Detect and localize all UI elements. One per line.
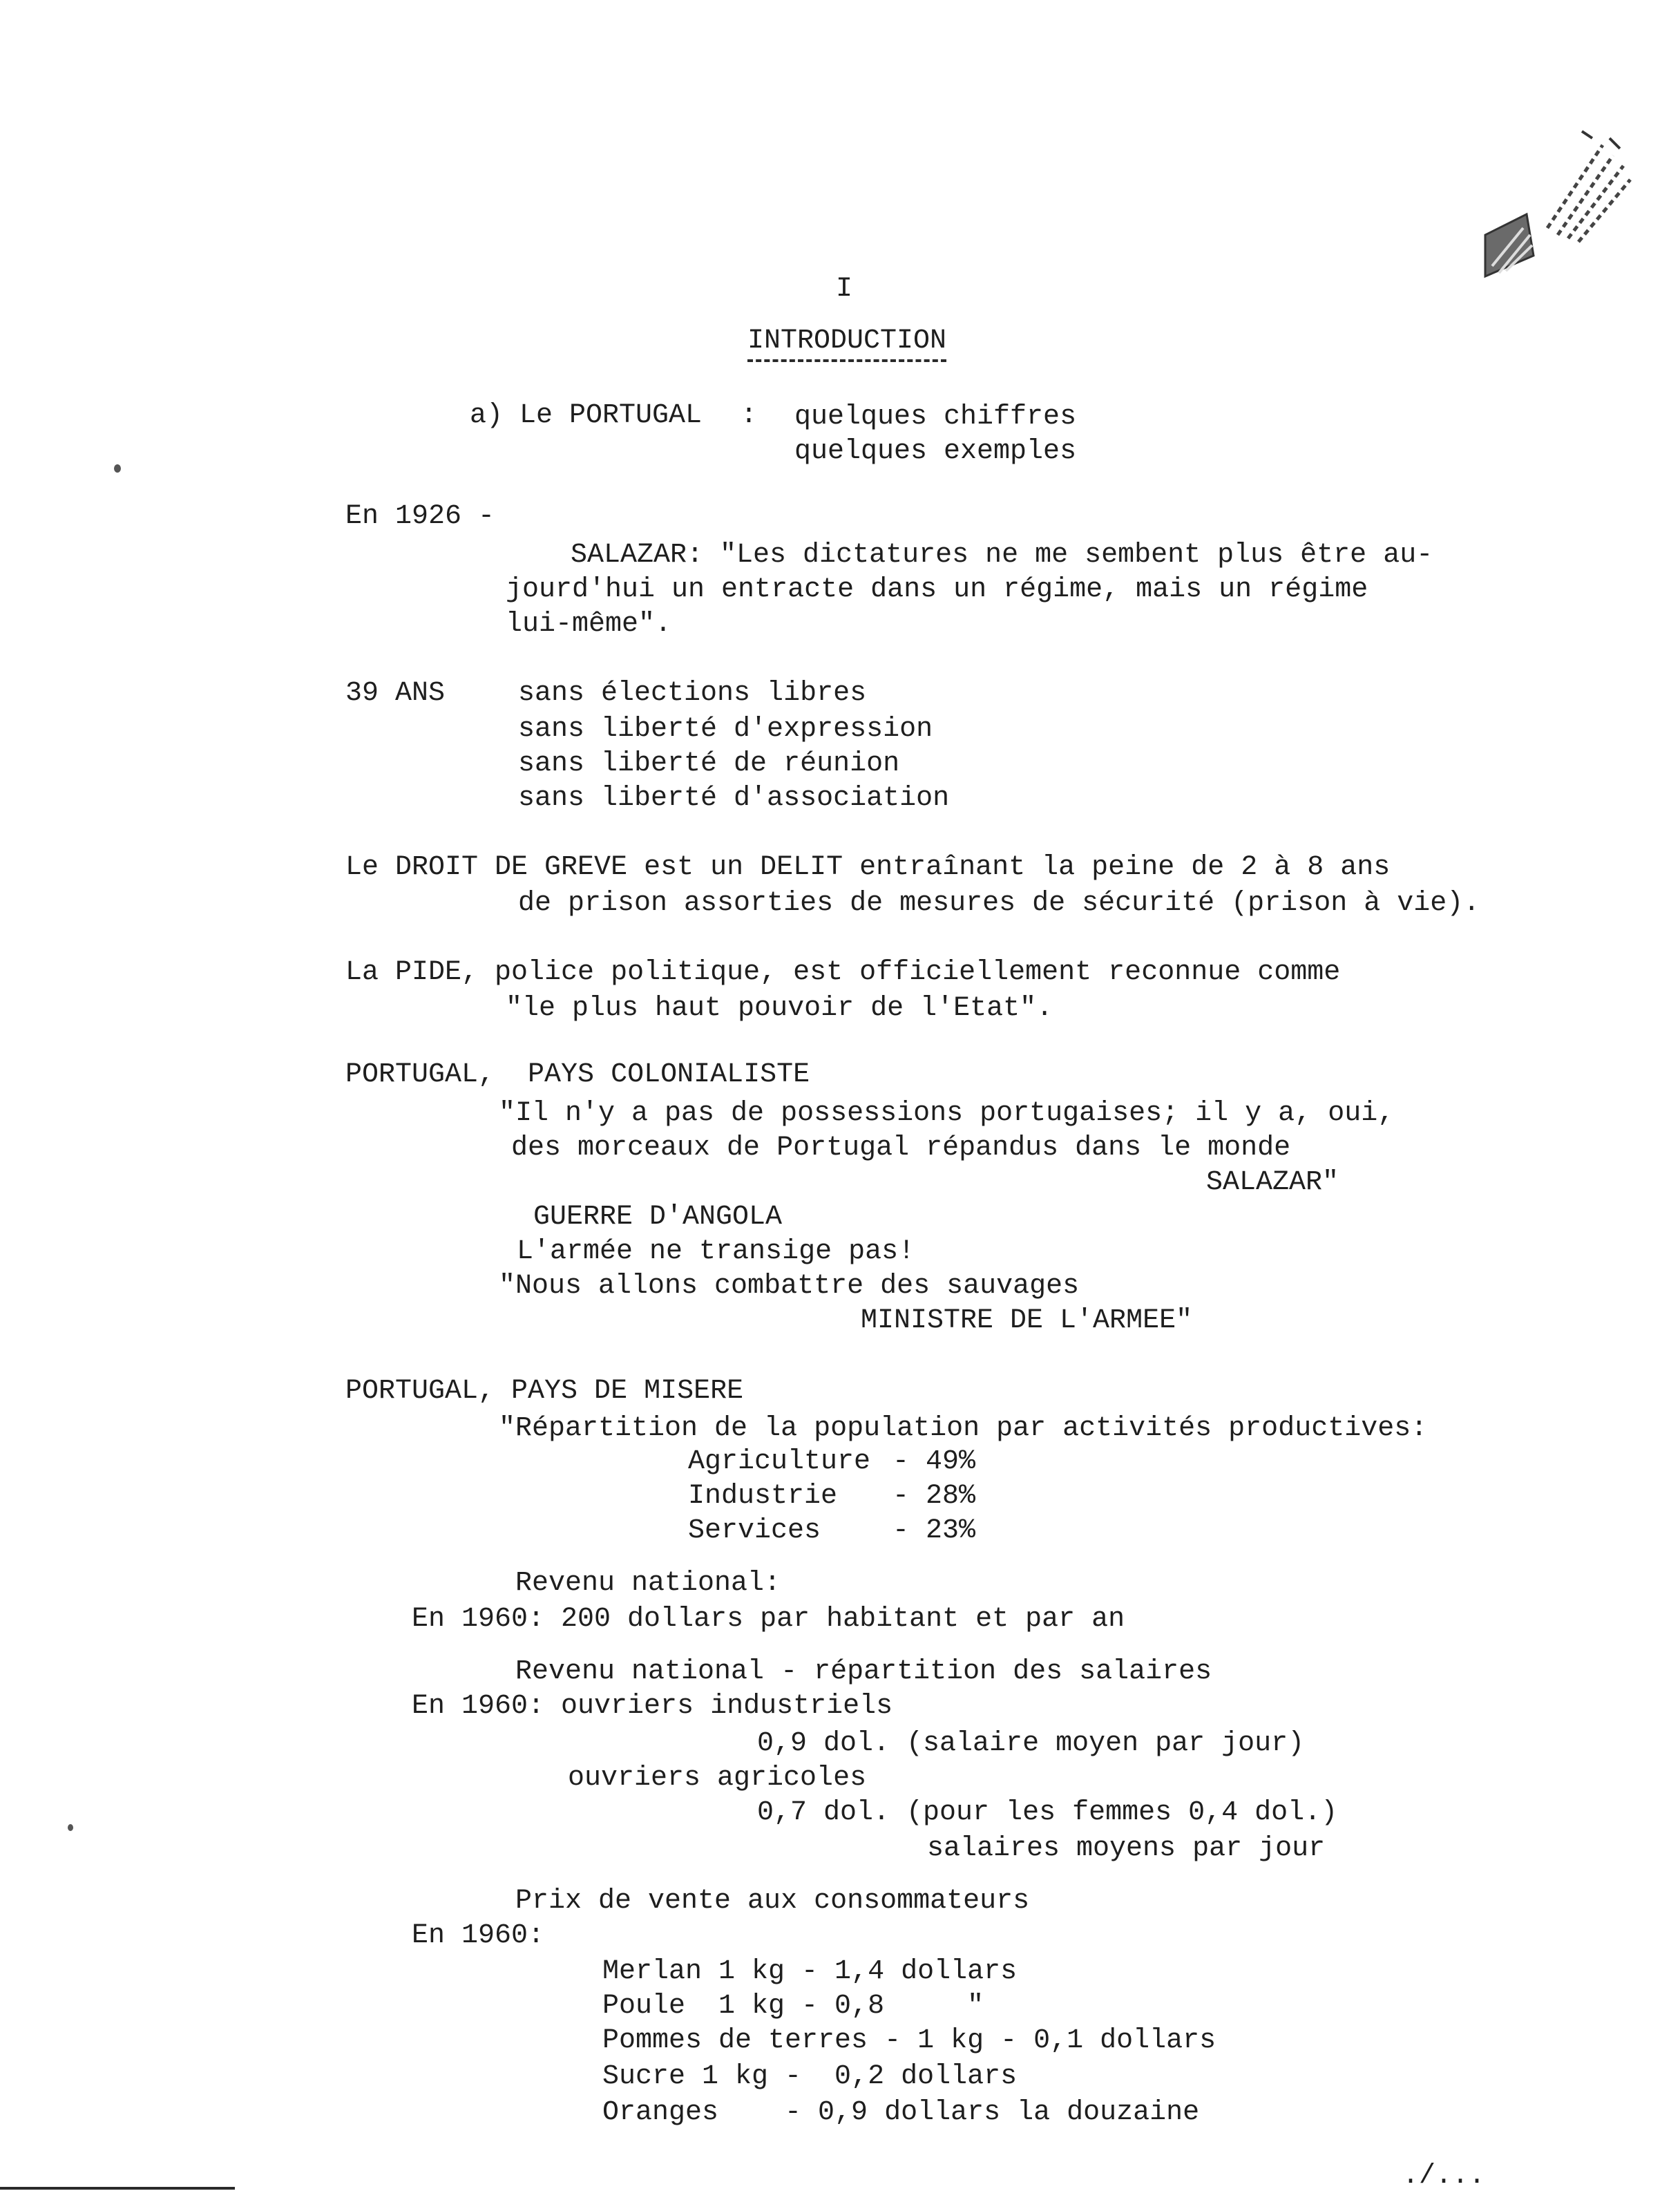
- minister-attribution: MINISTRE DE L'ARMEE": [861, 1305, 1193, 1336]
- salazar-quote-line-3: lui-même".: [506, 609, 672, 640]
- sans-item-4: sans liberté d'association: [518, 783, 950, 814]
- ouvriers-industriels: En 1960: ouvriers industriels: [412, 1691, 893, 1722]
- agricoles-wage: 0,7 dol. (pour les femmes 0,4 dol.): [757, 1797, 1338, 1828]
- sector-services-value: - 23%: [892, 1515, 976, 1546]
- prix-label: Prix de vente aux consommateurs: [515, 1886, 1030, 1917]
- pide-line-1: La PIDE, police politique, est officiellement reconnue comme: [345, 957, 1341, 988]
- scan-speck: [68, 1824, 73, 1831]
- colonialiste-heading: PORTUGAL, PAYS COLONIALISTE: [345, 1059, 810, 1090]
- sector-agriculture-value: - 49%: [892, 1446, 976, 1477]
- price-item-4: Sucre 1 kg - 0,2 dollars: [602, 2061, 1018, 2092]
- armee-line-1: L'armée ne transige pas!: [517, 1236, 915, 1267]
- section-colon: :: [741, 400, 758, 431]
- price-item-2: Poule 1 kg - 0,8 ": [602, 1991, 984, 2022]
- ouvriers-agricoles: ouvriers agricoles: [568, 1763, 867, 1794]
- revenu-label: Revenu national:: [515, 1568, 781, 1599]
- years-label: 39 ANS: [345, 678, 446, 709]
- price-item-5: Oranges - 0,9 dollars la douzaine: [602, 2097, 1200, 2128]
- salazar-quote-line-1: SALAZAR: "Les dictatures ne me sembent plus être au-: [571, 540, 1433, 571]
- sans-item-2: sans liberté d'expression: [518, 714, 933, 745]
- sector-agriculture-name: Agriculture: [688, 1446, 871, 1477]
- angola-heading: GUERRE D'ANGOLA: [533, 1202, 783, 1233]
- section-label: a) Le PORTUGAL: [470, 400, 703, 431]
- sector-industrie-value: - 28%: [892, 1481, 976, 1512]
- sector-services-name: Services: [688, 1515, 821, 1546]
- year-1926-label: En 1926 -: [345, 501, 495, 532]
- colonialiste-attribution: SALAZAR": [1206, 1167, 1339, 1198]
- pide-line-2: "le plus haut pouvoir de l'Etat".: [506, 993, 1053, 1024]
- armee-line-2: "Nous allons combattre des sauvages: [499, 1271, 1080, 1302]
- price-item-3: Pommes de terres - 1 kg - 0,1 dollars: [602, 2025, 1216, 2056]
- sans-item-1: sans élections libres: [518, 678, 867, 709]
- sans-item-3: sans liberté de réunion: [518, 748, 900, 779]
- prix-year: En 1960:: [412, 1920, 545, 1951]
- corner-stamp-image: [1464, 117, 1644, 304]
- greve-line-2: de prison assorties de mesures de sécurité (prison à vie).: [518, 888, 1480, 919]
- section-line-2: quelques exemples: [794, 436, 1077, 467]
- salazar-quote-line-2: jourd'hui un entracte dans un régime, mais un régime: [506, 574, 1368, 605]
- bottom-edge-rule: [0, 2187, 235, 2190]
- price-item-1: Merlan 1 kg - 1,4 dollars: [602, 1956, 1018, 1987]
- misere-heading: PORTUGAL, PAYS DE MISERE: [345, 1376, 744, 1407]
- revenu-1960: En 1960: 200 dollars par habitant et par an: [412, 1604, 1125, 1635]
- industriels-wage: 0,9 dol. (salaire moyen par jour): [757, 1728, 1305, 1759]
- section-line-1: quelques chiffres: [794, 401, 1077, 433]
- salaires-label: Revenu national - répartition des salaires: [515, 1656, 1212, 1687]
- scan-speck: [114, 464, 121, 473]
- page-number: I: [836, 274, 853, 305]
- page-title: INTRODUCTION: [747, 325, 946, 362]
- greve-line-1: Le DROIT DE GREVE est un DELIT entraînant la peine de 2 à 8 ans: [345, 852, 1391, 883]
- colonialiste-quote-line-2: des morceaux de Portugal répandus dans le monde: [511, 1132, 1291, 1164]
- colonialiste-quote-line-1: "Il n'y a pas de possessions portugaises; il y a, oui,: [499, 1098, 1395, 1129]
- sector-industrie-name: Industrie: [688, 1481, 838, 1512]
- repartition-line: "Répartition de la population par activités productives:: [499, 1413, 1428, 1444]
- continuation-mark: ./...: [1402, 2161, 1486, 2192]
- agricoles-note: salaires moyens par jour: [927, 1833, 1326, 1864]
